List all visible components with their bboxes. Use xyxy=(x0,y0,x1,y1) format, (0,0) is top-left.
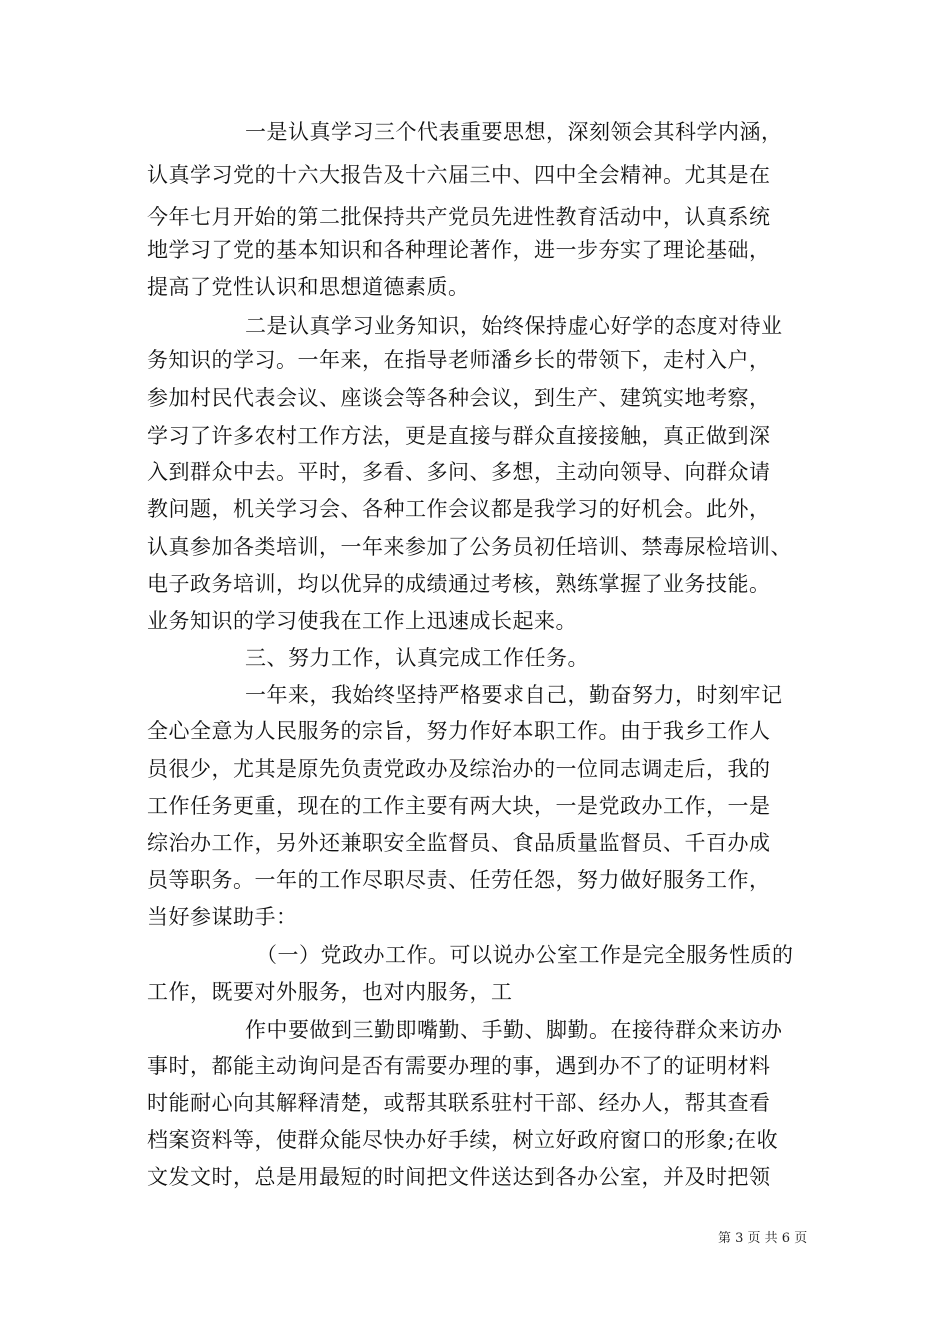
text-line: 今年七月开始的第二批保持共产党员先进性教育活动中，认真系统 xyxy=(147,205,771,229)
text-line: 教问题，机关学习会、各种工作会议都是我学习的好机会。此外， xyxy=(147,497,771,521)
text-line: 一是认真学习三个代表重要思想，深刻领会其科学内涵， xyxy=(245,120,783,144)
text-line: 员等职务。一年的工作尽职尽责、任劳任怨，努力做好服务工作， xyxy=(147,868,771,892)
text-line: 参加村民代表会议、座谈会等各种会议，到生产、建筑实地考察， xyxy=(147,386,771,410)
subsection-heading: （一）党政办工作。可以说办公室工作是完全服务性质的 xyxy=(256,943,794,967)
text-line: 电子政务培训，均以优异的成绩通过考核，熟练掌握了业务技能。 xyxy=(147,572,771,596)
text-line: 时能耐心向其解释清楚，或帮其联系驻村干部、经办人，帮其查看 xyxy=(147,1091,771,1115)
text-line: 综治办工作，另外还兼职安全监督员、食品质量监督员、千百办成 xyxy=(147,831,771,855)
text-line: 作中要做到三勤即嘴勤、手勤、脚勤。在接待群众来访办 xyxy=(245,1018,783,1042)
text-line: 务知识的学习。一年来，在指导老师潘乡长的带领下，走村入户， xyxy=(147,348,771,372)
text-line: 事时，都能主动询问是否有需要办理的事，遇到办不了的证明材料 xyxy=(147,1054,771,1078)
text-line: 档案资料等，使群众能尽快办好手续，树立好政府窗口的形象;在收 xyxy=(147,1128,779,1152)
text-line: 工作任务更重，现在的工作主要有两大块，一是党政办工作，一是 xyxy=(147,794,771,818)
text-line: 地学习了党的基本知识和各种理论著作，进一步夯实了理论基础， xyxy=(147,238,771,262)
text-line: 二是认真学习业务知识，始终保持虚心好学的态度对待业 xyxy=(245,314,783,338)
text-line: 学习了许多农村工作方法，更是直接与群众直接接触，真正做到深 xyxy=(147,424,771,448)
text-line: 当好参谋助手： xyxy=(147,905,298,929)
text-line: 一年来，我始终坚持严格要求自己，勤奋努力，时刻牢记 xyxy=(245,683,783,707)
text-line: 员很少，尤其是原先负责党政办及综治办的一位同志调走后，我的 xyxy=(147,757,771,781)
text-line: 文发文时，总是用最短的时间把文件送达到各办公室，并及时把领 xyxy=(147,1165,771,1189)
text-line: 业务知识的学习使我在工作上迅速成长起来。 xyxy=(147,609,577,633)
text-line: 提高了党性认识和思想道德素质。 xyxy=(147,275,470,299)
text-line: 入到群众中去。平时，多看、多问、多想，主动向领导、向群众请 xyxy=(147,460,771,484)
text-line: 认真参加各类培训，一年来参加了公务员初任培训、禁毒尿检培训、 xyxy=(147,535,792,559)
text-line: 认真学习党的十六大报告及十六届三中、四中全会精神。尤其是在 xyxy=(147,163,771,187)
text-line: 全心全意为人民服务的宗旨，努力作好本职工作。由于我乡工作人 xyxy=(147,719,771,743)
text-line: 工作，既要对外服务，也对内服务，工 xyxy=(147,980,513,1004)
page-number: 第 3 页 共 6 页 xyxy=(718,1231,808,1246)
section-heading: 三、努力工作，认真完成工作任务。 xyxy=(245,646,589,670)
